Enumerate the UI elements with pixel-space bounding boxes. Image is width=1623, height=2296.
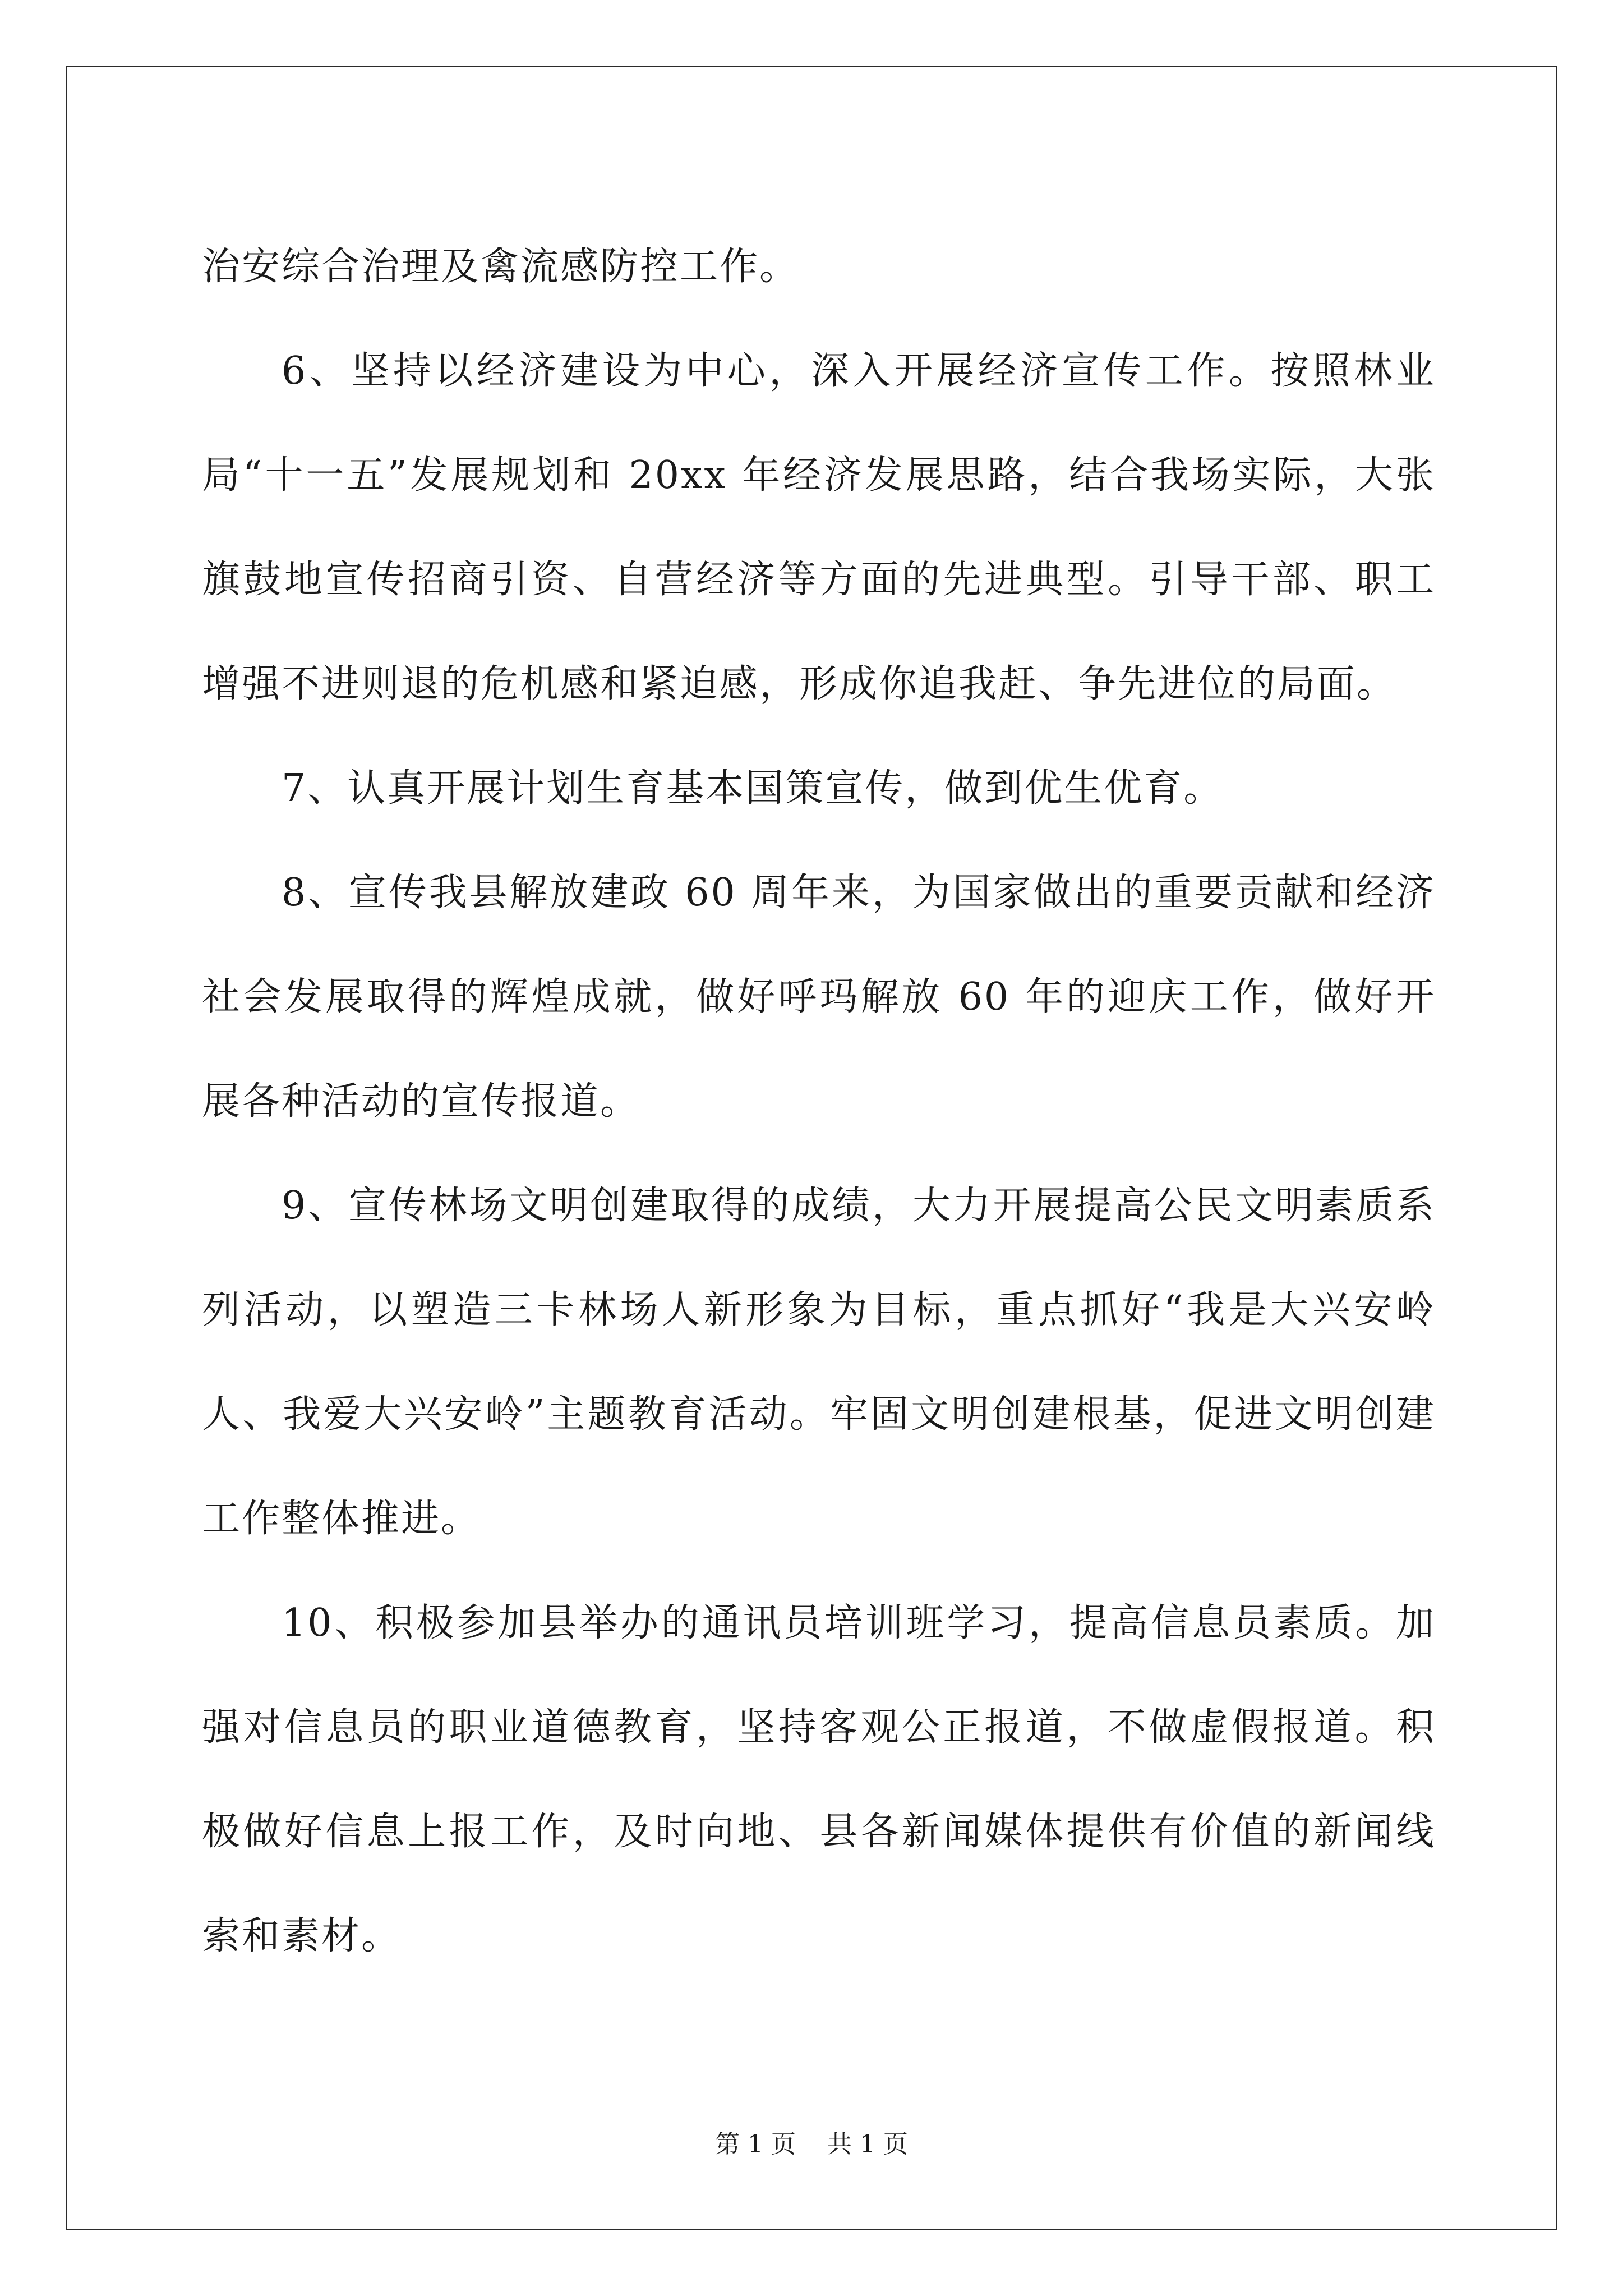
- page-footer: [0, 2124, 1623, 2160]
- page-number: 第 1 页: [715, 2130, 796, 2159]
- paragraph-3: 8、宣传我县解放建政 60 周年来，为国家做出的重要贡献和经济社会发展取得的辉煌成就，做好呼玛解放 60 年的迎庆工作，做好开展各种活动的宣传报道。: [202, 871, 1436, 1124]
- paragraph-4: 9、宣传林场文明创建取得的成绩，大力开展提高公民文明素质系列活动，以塑造三卡林场人新形象为目标，重点抓好“我是大兴安岭人、我爱大兴安岭”主题教育活动。牢固文明创建根基，促进文明创建工作整体推进。: [202, 1184, 1436, 1541]
- paragraph-1: 6、坚持以经济建设为中心，深入开展经济宣传工作。按照林业局“十一五”发展规划和 20xx 年经济发展思路，结合我场实际，大张旗鼓地宣传招商引资、自营经济等方面的先进典型。引导干部、职工增强不进则退的危机感和紧迫感，形成你追我赶、争先进位的局面。: [202, 349, 1436, 706]
- paragraph-2: 7、认真开展计划生育基本国策宣传，做到优生优育。: [282, 766, 1224, 811]
- document-body: [202, 215, 1436, 1989]
- paragraph-0: 治安综合治理及禽流感防控工作。: [202, 245, 800, 289]
- paragraph-5: 10、积极参加县举办的通讯员培训班学习，提高信息员素质。加强对信息员的职业道德教育，坚持客观公正报道，不做虚假报道。积极做好信息上报工作，及时向地、县各新闻媒体提供有价值的新闻线索和素材。: [202, 1601, 1436, 1958]
- page-total: 共 1 页: [827, 2130, 908, 2159]
